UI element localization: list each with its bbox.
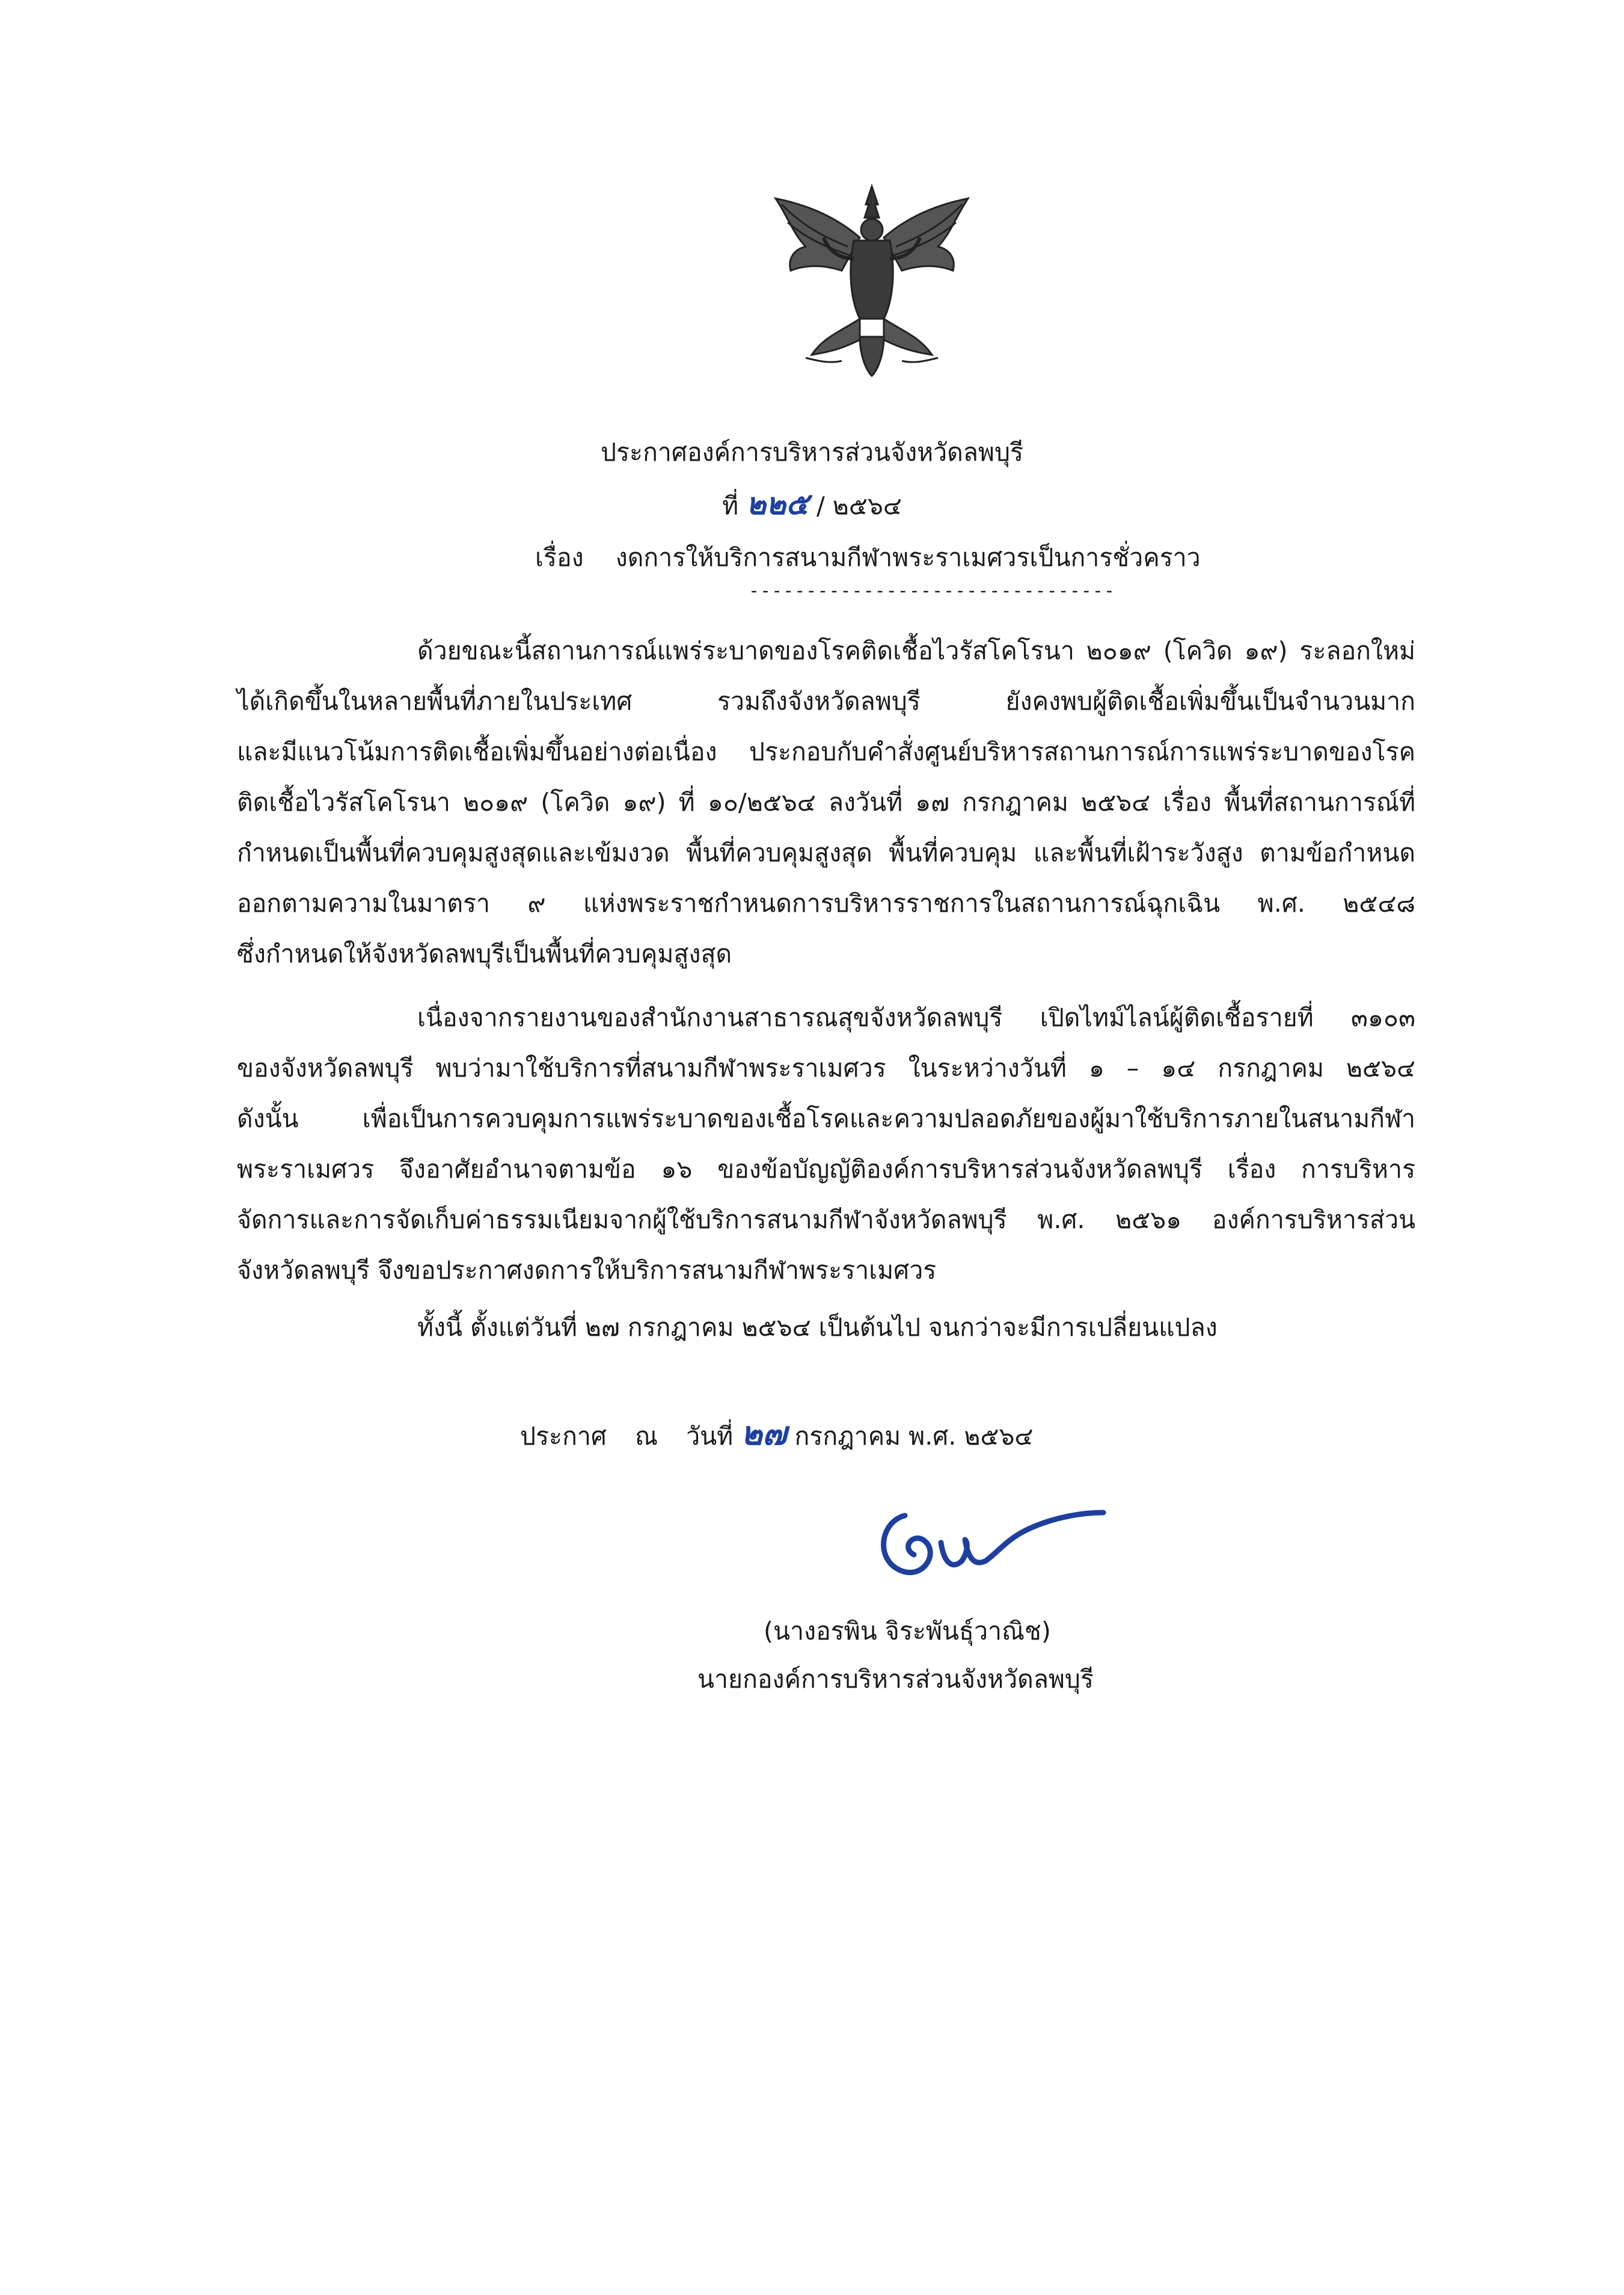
paragraph-2: [237, 992, 1415, 1295]
announcement-date: [520, 1407, 1033, 1459]
paragraph-line: จัดการและการจัดเก็บค่าธรรมเนียมจากผู้ใช้บริการสนามกีฬาจังหวัดลพบุรี พ.ศ. ๒๕๖๑ องค์การบริหารส่วน: [237, 1205, 1415, 1234]
signer-title: นายกองค์การบริหารส่วนจังหวัดลพบุรี: [697, 1665, 1094, 1694]
paragraph-line: เนื่องจากรายงานของสำนักงานสาธารณสุขจังหวัดลพบุรี เปิดไทม์ไลน์ผู้ติดเชื้อรายที่ ๓๑๐๓: [417, 1003, 1415, 1032]
number-handwritten: ๒๒๕: [746, 486, 809, 521]
subject-line: [535, 538, 1201, 577]
number-prefix: ที่: [722, 491, 739, 520]
paragraph-line: ซึ่งกำหนดให้จังหวัดลพบุรีเป็นพื้นที่ควบคุมสูงสุด: [237, 939, 732, 968]
paragraph-line: จังหวัดลพบุรี จึงขอประกาศงดการให้บริการสนามกีฬาพระราเมศวร: [237, 1256, 937, 1285]
signer-name: (นางอรพิน จิระพันธุ์วาณิช): [764, 1617, 1051, 1645]
paragraph-line: พระราเมศวร จึงอาศัยอำนาจตามข้อ ๑๖ ของข้อบัญญัติองค์การบริหารส่วนจังหวัดลพบุรี เรื่อง การบริหาร: [237, 1155, 1415, 1184]
paragraph-line: ดังนั้น เพื่อเป็นการควบคุมการแพร่ระบาดของเชื้อโรคและความปลอดภัยของผู้มาใช้บริการภายในสนามกีฬา: [237, 1104, 1415, 1133]
announce-at: ณ: [635, 1422, 658, 1451]
announce-label: ประกาศ: [520, 1422, 607, 1451]
paragraph-line: ติดเชื้อไวรัสโคโรนา ๒๐๑๙ (โควิด ๑๙) ที่ ๑๐/๒๕๖๔ ลงวันที่ ๑๗ กรกฎาคม ๒๕๖๔ เรื่อง พื้นที่สถานการณ์ที่: [237, 788, 1415, 817]
announce-month-year: กรกฎาคม พ.ศ. ๒๕๖๔: [794, 1422, 1034, 1451]
issuer-title: ประกาศองค์การบริหารส่วนจังหวัดลพบุรี: [601, 438, 1023, 467]
announcement-number: [0, 486, 1624, 522]
paragraph-line: ได้เกิดขึ้นในหลายพื้นที่ภายในประเทศ รวมถึงจังหวัดลพบุรี ยังคงพบผู้ติดเชื้อเพิ่มขึ้นเป็นจำนวนมาก: [237, 687, 1415, 716]
announce-date-prefix: วันที่: [686, 1422, 734, 1451]
garuda-emblem-icon: [770, 180, 974, 379]
separator-line: --------------------------------: [749, 580, 1115, 601]
subject-text: งดการให้บริการสนามกีฬาพระราเมศวรเป็นการชั่วคราว: [615, 543, 1201, 572]
paragraph-3: ทั้งนี้ ตั้งแต่วันที่ ๒๗ กรกฎาคม ๒๕๖๔ เป็นต้นไป จนกว่าจะมีการเปลี่ยนแปลง: [417, 1313, 1218, 1342]
paragraph-line: ออกตามความในมาตรา ๙ แห่งพระราชกำหนดการบริหารราชการในสถานการณ์ฉุกเฉิน พ.ศ. ๒๕๔๘: [237, 889, 1415, 918]
number-suffix: / ๒๕๖๔: [816, 491, 902, 520]
announce-day-handwritten: ๒๗: [741, 1414, 787, 1452]
paragraph-line: และมีแนวโน้มการติดเชื้อเพิ่มขึ้นอย่างต่อเนื่อง ประกอบกับคำสั่งศูนย์บริหารสถานการณ์การแพร่ระบาดของโรค: [237, 737, 1415, 766]
paragraph-line: ด้วยขณะนี้สถานการณ์แพร่ระบาดของโรคติดเชื้อไวรัสโคโรนา ๒๐๑๙ (โควิด ๑๙) ระลอกใหม่: [417, 636, 1415, 665]
subject-label: เรื่อง: [535, 543, 584, 572]
signature-mark: [869, 1492, 1109, 1594]
paragraph-line: กำหนดเป็นพื้นที่ควบคุมสูงสุดและเข้มงวด พื้นที่ควบคุมสูงสุด พื้นที่ควบคุม และพื้นที่เฝ้าระวังสูง ตามข้อกำหนด: [237, 838, 1415, 867]
paragraph-1: [237, 625, 1415, 979]
paragraph-line: ของจังหวัดลพบุรี พบว่ามาใช้บริการที่สนามกีฬาพระราเมศวร ในระหว่างวันที่ ๑ – ๑๔ กรกฎาคม ๒๕๖๔: [237, 1054, 1415, 1083]
